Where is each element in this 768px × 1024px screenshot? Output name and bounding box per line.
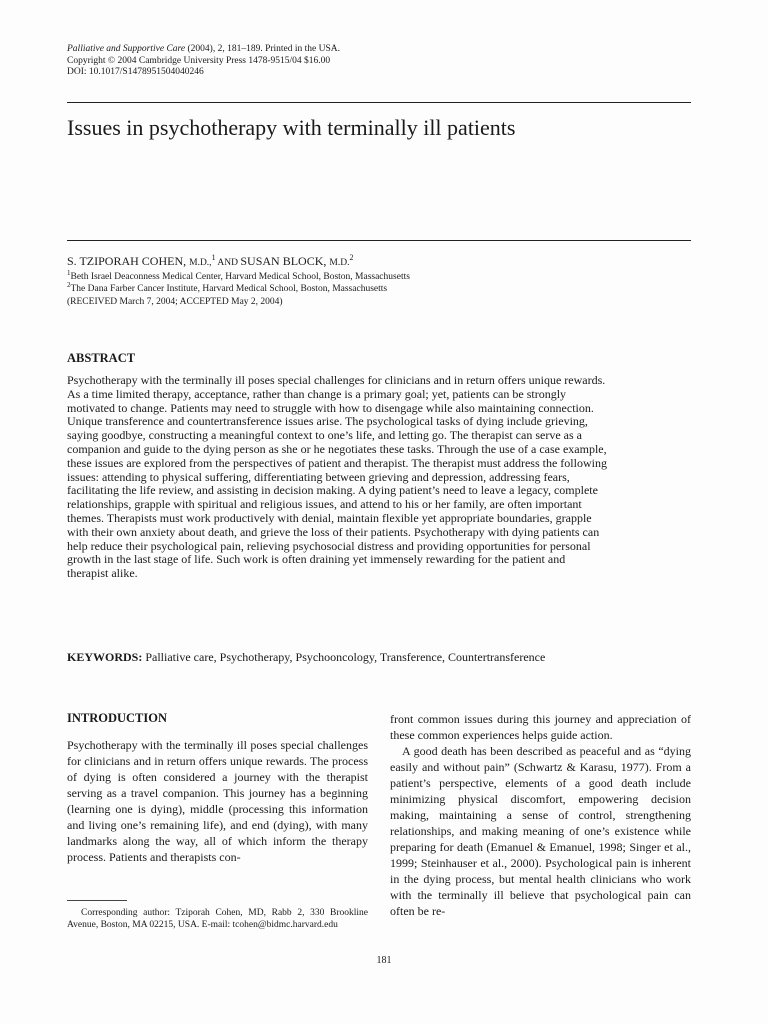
affiliation-2-text: The Dana Farber Cancer Institute, Harvard Medical School, Boston, Massachusetts xyxy=(70,284,388,295)
corresponding-author-footnote: Corresponding author: Tziporah Cohen, MD, Rabb 2, 330 Brookline Avenue, Boston, MA 02215, USA. E-mail: tcohen@bidmc.harvard.edu xyxy=(67,908,368,930)
affiliation-2 xyxy=(67,280,387,295)
affiliation-1-mark: 1 xyxy=(67,269,71,277)
introduction-paragraph-1-continued: front common issues during this journey and appreciation of these common experiences helps guide action. xyxy=(390,712,691,742)
author-1-degree: M.D., xyxy=(189,258,212,268)
received-dates: (RECEIVED March 7, 2004; ACCEPTED May 2, 2004) xyxy=(67,297,283,307)
introduction-heading: INTRODUCTION xyxy=(67,711,168,725)
introduction-paragraph-2: A good death has been described as peaceful and as “dying easily and without pain” (Schwartz & Karasu, 1977). From a patient’s perspective, elements of a good death include minimizing physical discomfort, empowering decision making, maintaining a sense of control, strengthening relationships, and making meaning of one’s existence while preparing for death (Emanuel & Emanuel, 1998; Singer et al., 1999; Steinhauser et al., 2000). Psychological pain is inherent in the dying process, but mental health clinicians who work with the terminally ill believe that psychological pain can often be re- xyxy=(390,744,691,918)
author-2-affiliation-mark: 2 xyxy=(349,253,354,262)
journal-header xyxy=(67,44,340,79)
doi-line: DOI: 10.1017/S1478951504040246 xyxy=(67,67,204,77)
keywords-label: KEYWORDS: xyxy=(67,650,143,664)
author-conjunction: AND xyxy=(215,258,241,268)
author-1-affiliation-mark: 1 xyxy=(211,253,216,262)
page-number: 181 xyxy=(376,955,392,966)
journal-name: Palliative and Supportive Care xyxy=(67,44,186,54)
left-column xyxy=(67,711,368,865)
title-divider xyxy=(67,240,691,241)
author-2-degree: M.D. xyxy=(329,258,350,268)
journal-citation xyxy=(67,44,340,56)
abstract-text: Psychotherapy with the terminally ill poses special challenges for clinicians and in return offers unique rewards. As a time limited therapy, acceptance, rather than change is a primary goal; yet, patients can be strongly motivated to change. Patients may need to struggle with how to disengage while also maintaining connection. Unique transference and countertransference issues arise. The psychological tasks of dying include grieving, saying goodbye, constructing a meaningful context to one’s life, and letting go. The therapist can serve as a companion and guide to the dying person as she or he negotiates these tasks. Through the use of a case example, these issues are explored from the perspectives of patient and therapist. The therapist must address the following issues: attending to physical suffering, differentiating between grieving and depression, addressing fears, facilitating the life review, and assisting in decision making. A dying patient’s need to leave a legacy, complete relationships, grapple with spiritual and religious issues, and attend to his or her family, are often important themes. Therapists must work productively with denial, maintain flexible yet appropriate boundaries, grapple with their own anxiety about death, and grieve the loss of their patients. Psychotherapy with dying patients can help reduce their psychological pain, relieving psychosocial distress and providing opportunities for personal growth in the last stage of life. Such work is often draining yet immensely rewarding for the patient and therapist alike. xyxy=(67,373,607,581)
author-2-name: SUSAN BLOCK, xyxy=(240,254,330,268)
introduction-paragraph-1: Psychotherapy with the terminally ill poses special challenges for clinicians and in return offers unique rewards. The process of dying is often considered a journey with the therapist serving as a travel companion. This journey has a beginning (learning one is dying), middle (processing this information and living one’s remaining life), and end (dying), with many landmarks along the way, all of which inform the therapy process. Patients and therapists con- xyxy=(67,738,368,864)
article-title: Issues in psychotherapy with terminally ill patients xyxy=(67,115,516,140)
author-1-name: S. TZIPORAH COHEN, xyxy=(67,254,190,268)
header-divider xyxy=(67,102,691,103)
citation-details: (2004), 2, 181–189. Printed in the USA. xyxy=(185,44,341,54)
keywords xyxy=(67,650,607,664)
copyright-line: Copyright © 2004 Cambridge University Press 1478-9515/04 $16.00 xyxy=(67,55,331,66)
affiliation-1-text: Beth Israel Deaconness Medical Center, Harvard Medical School, Boston, Massachusetts xyxy=(70,272,410,283)
affiliation-2-mark: 2 xyxy=(67,281,71,289)
right-column xyxy=(390,711,691,919)
keywords-list: Palliative care, Psychotherapy, Psychooncology, Transference, Countertransference xyxy=(142,650,546,664)
abstract-heading: ABSTRACT xyxy=(67,351,136,365)
footnote-divider xyxy=(67,900,127,901)
